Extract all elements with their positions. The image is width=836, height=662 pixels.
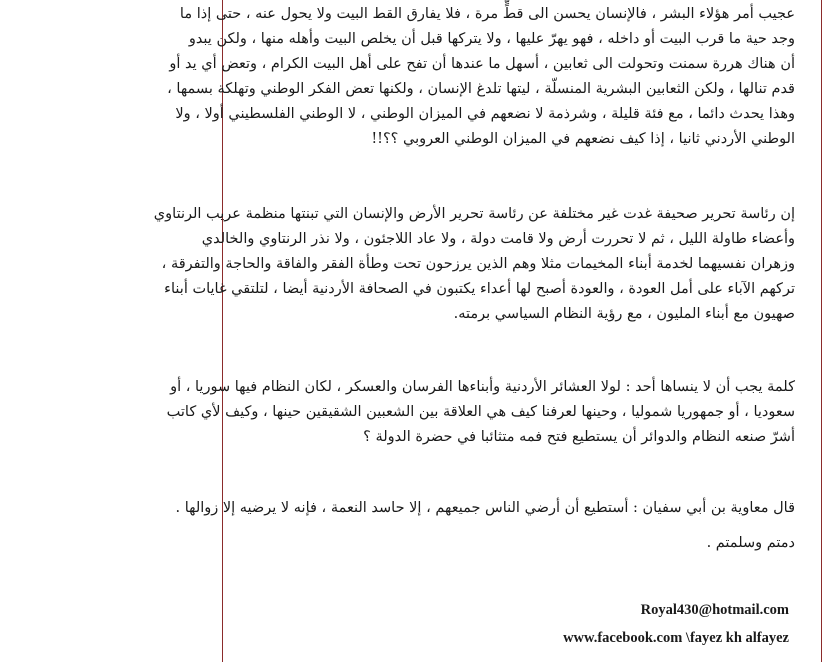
text-line: قال معاوية بن أبي سفيان : أستطيع أن أرضي الناس جميعهم ، إلا حاسد النعمة ، فإنه لا يرضيه إلا زوالها . [175,500,795,516]
text-line: سعوديا ، أو جمهوريا شموليا ، وحينها لعرفنا كيف هي العلاقة بين الشعبين الشقيقين حينها ، وكيف لأي كاتب [166,404,795,420]
text-line: وزهران نفسيهما لخدمة أبناء المخيمات مثلا وهم الذين يرزحون تحت وطأة الفقر والفاقة والحاجة والتفرقة ، [161,256,795,272]
text-line: أشرّ صنعه النظام والدوائر أن يستطيع فتح فمه متثائبا في حضرة الدولة ؟ [363,429,795,445]
text-line: وجد حية ما قرب البيت أو داخله ، فهو يهرّ عليها ، ولا يتركها قبل أن يخلص البيت وأهله منها ، ولكن يبدو [188,31,795,47]
text-line: كلمة يجب أن لا ينساها أحد : لولا العشائر الأردنية وأبناءها الفرسان والعسكر ، لكان النظام فيها سوريا ، أو [170,379,795,395]
paragraph-1 [167,2,795,152]
paragraph-3 [166,375,795,450]
text-line: وأعضاء طاولة الليل ، ثم لا تحررت أرض ولا قامت دولة ، ولا عاد اللاجئون ، ولا نذر الرنتاوي والخالدي [201,231,795,247]
closing-line [241,531,795,556]
text-line: وهذا يحدث دائما ، مع فئة قليلة ، وشرذمة لا نضعهم في الميزان الوطني ، لا الوطني الفلسطيني أولا ، ولا [175,106,795,122]
text-line: الوطني الأردني ثانيا ، إذا كيف نضعهم في الميزان الوطني العروبي ؟؟!! [371,131,795,147]
text-line: تركهم الآباء على أمل العودة ، والعودة أصبح لها أعداء يكتبون في الصحافة الأردنية أيضا ، لتلتقي غايات أبناء [164,281,795,297]
text-line: أن هناك هررة سمنت وتحولت الى ثعابين ، أسهل ما عندها أن تفح على أهل البيت الكرام ، وتعض أي يد أو [169,56,795,72]
author-facebook: www.facebook.com \fayez kh alfayez [563,630,789,646]
text-line: قدم تنالها ، ولكن الثعابين البشرية المنسلّة ، ليتها تلدغ الإنسان ، ولكنها تعض الفكر الوطني وتهلكة بسمها ، [167,81,795,97]
text-line: عجيب أمر هؤلاء البشر ، فالإنسان يحسن الى قطٍّ مرة ، فلا يفارق القط البيت ولا يحول عنه ، حتى إذا ما [179,6,795,22]
article-page [153,0,822,662]
text-line: دمتم وسلمتم . [706,535,795,551]
paragraph-4-quote [175,496,795,521]
paragraph-2 [153,202,795,327]
author-email: Royal430@hotmail.com [640,602,789,618]
text-line: إن رئاسة تحرير صحيفة غدت غير مختلفة عن رئاسة تحرير الأرض والإنسان التي تبنتها منظمة عريب الرنتاوي [153,206,795,222]
text-line: صهيون مع أبناء المليون ، مع رؤية النظام السياسي برمته. [453,306,795,322]
